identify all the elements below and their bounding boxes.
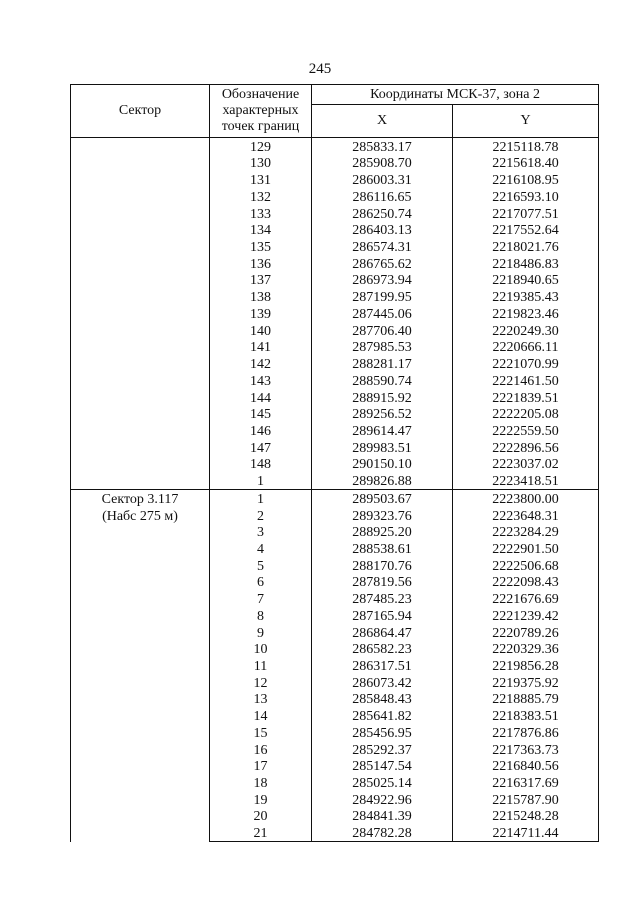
y-coordinate-cell: 2222205.08	[453, 406, 599, 423]
y-coordinate-cell: 2221676.69	[453, 590, 599, 607]
x-coordinate-cell: 287706.40	[312, 322, 453, 339]
y-coordinate-cell: 2220249.30	[453, 322, 599, 339]
point-number-cell: 10	[210, 641, 312, 658]
point-number-cell: 13	[210, 691, 312, 708]
y-coordinate-cell: 2217077.51	[453, 205, 599, 222]
y-coordinate-cell: 2218383.51	[453, 707, 599, 724]
x-coordinate-cell: 289983.51	[312, 439, 453, 456]
point-number-cell: 9	[210, 624, 312, 641]
y-coordinate-cell: 2221239.42	[453, 607, 599, 624]
x-coordinate-cell: 284841.39	[312, 808, 453, 825]
y-coordinate-cell: 2220666.11	[453, 339, 599, 356]
point-number-cell: 145	[210, 406, 312, 423]
y-coordinate-cell: 2217876.86	[453, 724, 599, 741]
x-coordinate-cell: 288925.20	[312, 524, 453, 541]
point-number-cell: 141	[210, 339, 312, 356]
point-number-cell: 130	[210, 155, 312, 172]
y-column-header: Y	[453, 105, 599, 138]
point-number-cell: 129	[210, 138, 312, 155]
y-coordinate-cell: 2218486.83	[453, 255, 599, 272]
point-number-cell: 21	[210, 824, 312, 841]
point-number-cell: 8	[210, 607, 312, 624]
x-coordinate-cell: 287445.06	[312, 305, 453, 322]
x-coordinate-cell: 287985.53	[312, 339, 453, 356]
x-column-header: X	[312, 105, 453, 138]
y-coordinate-cell: 2214711.44	[453, 824, 599, 841]
point-number-cell: 132	[210, 188, 312, 205]
x-coordinate-cell: 285456.95	[312, 724, 453, 741]
point-number-cell: 146	[210, 422, 312, 439]
sector-label: Сектор 3.117	[101, 492, 179, 508]
x-coordinate-cell: 284922.96	[312, 791, 453, 808]
point-number-cell: 135	[210, 238, 312, 255]
y-coordinate-cell: 2218021.76	[453, 238, 599, 255]
point-number-cell: 138	[210, 288, 312, 305]
point-number-cell: 133	[210, 205, 312, 222]
x-coordinate-cell: 288915.92	[312, 389, 453, 406]
y-coordinate-cell: 2216108.95	[453, 171, 599, 188]
point-number-cell: 1	[210, 472, 312, 489]
y-coordinate-cell: 2223284.29	[453, 524, 599, 541]
coordinates-group-header: Координаты МСК-37, зона 2	[312, 85, 599, 105]
point-number-cell: 143	[210, 372, 312, 389]
x-coordinate-cell: 289503.67	[312, 490, 453, 507]
y-coordinate-cell: 2222896.56	[453, 439, 599, 456]
point-number-cell: 17	[210, 758, 312, 775]
point-number-cell: 139	[210, 305, 312, 322]
x-coordinate-cell: 284782.28	[312, 824, 453, 841]
x-coordinate-cell: 289826.88	[312, 472, 453, 489]
y-coordinate-cell: 2217552.64	[453, 222, 599, 239]
point-number-cell: 131	[210, 171, 312, 188]
point-number-cell: 20	[210, 808, 312, 825]
point-number-cell: 19	[210, 791, 312, 808]
x-coordinate-cell: 290150.10	[312, 456, 453, 473]
sector-label: (Набс 275 м)	[102, 509, 178, 525]
y-coordinate-cell: 2221839.51	[453, 389, 599, 406]
table-body	[71, 138, 599, 842]
x-coordinate-cell: 286116.65	[312, 188, 453, 205]
table-row	[71, 138, 599, 155]
point-number-cell: 2	[210, 507, 312, 524]
x-coordinate-cell: 285641.82	[312, 707, 453, 724]
x-coordinate-cell: 285025.14	[312, 774, 453, 791]
point-number-cell: 1	[210, 490, 312, 507]
point-number-cell: 4	[210, 540, 312, 557]
y-coordinate-cell: 2219823.46	[453, 305, 599, 322]
y-coordinate-cell: 2218885.79	[453, 691, 599, 708]
x-coordinate-cell: 286073.42	[312, 674, 453, 691]
x-coordinate-cell: 287199.95	[312, 288, 453, 305]
point-number-cell: 144	[210, 389, 312, 406]
x-coordinate-cell: 288590.74	[312, 372, 453, 389]
x-coordinate-cell: 286250.74	[312, 205, 453, 222]
y-coordinate-cell: 2222559.50	[453, 422, 599, 439]
points-header-line: Обозначение	[221, 87, 300, 102]
y-coordinate-cell: 2216840.56	[453, 758, 599, 775]
y-coordinate-cell: 2220329.36	[453, 641, 599, 658]
x-coordinate-cell: 286973.94	[312, 272, 453, 289]
sector-cell	[71, 138, 210, 490]
x-coordinate-cell: 287485.23	[312, 590, 453, 607]
point-number-cell: 12	[210, 674, 312, 691]
x-coordinate-cell: 286582.23	[312, 641, 453, 658]
x-coordinate-cell: 288538.61	[312, 540, 453, 557]
point-number-cell: 3	[210, 524, 312, 541]
point-number-cell: 148	[210, 456, 312, 473]
sector-column-header: Сектор	[71, 85, 210, 138]
table-row	[71, 490, 599, 507]
y-coordinate-cell: 2223418.51	[453, 472, 599, 489]
x-coordinate-cell: 285908.70	[312, 155, 453, 172]
y-coordinate-cell: 2220789.26	[453, 624, 599, 641]
page-number: 245	[308, 61, 332, 77]
y-coordinate-cell: 2222098.43	[453, 574, 599, 591]
point-number-cell: 7	[210, 590, 312, 607]
x-coordinate-cell: 287819.56	[312, 574, 453, 591]
point-number-cell: 142	[210, 355, 312, 372]
point-number-cell: 11	[210, 657, 312, 674]
point-number-cell: 5	[210, 557, 312, 574]
y-coordinate-cell: 2223800.00	[453, 490, 599, 507]
y-coordinate-cell: 2217363.73	[453, 741, 599, 758]
y-coordinate-cell: 2215787.90	[453, 791, 599, 808]
points-column-header	[210, 85, 312, 138]
point-number-cell: 147	[210, 439, 312, 456]
points-header-line: точек границ	[221, 119, 300, 134]
x-coordinate-cell: 286317.51	[312, 657, 453, 674]
y-coordinate-cell: 2221070.99	[453, 355, 599, 372]
point-number-cell: 18	[210, 774, 312, 791]
y-coordinate-cell: 2219375.92	[453, 674, 599, 691]
sector-cell	[71, 490, 210, 842]
point-number-cell: 137	[210, 272, 312, 289]
x-coordinate-cell: 286765.62	[312, 255, 453, 272]
point-number-cell: 140	[210, 322, 312, 339]
y-coordinate-cell: 2222901.50	[453, 540, 599, 557]
y-coordinate-cell: 2223037.02	[453, 456, 599, 473]
y-coordinate-cell: 2216593.10	[453, 188, 599, 205]
points-header-line: характерных	[222, 103, 299, 118]
x-coordinate-cell: 286003.31	[312, 171, 453, 188]
point-number-cell: 15	[210, 724, 312, 741]
y-coordinate-cell: 2222506.68	[453, 557, 599, 574]
y-coordinate-cell: 2218940.65	[453, 272, 599, 289]
point-number-cell: 14	[210, 707, 312, 724]
x-coordinate-cell: 285292.37	[312, 741, 453, 758]
point-number-cell: 136	[210, 255, 312, 272]
point-number-cell: 16	[210, 741, 312, 758]
x-coordinate-cell: 289323.76	[312, 507, 453, 524]
x-coordinate-cell: 286574.31	[312, 238, 453, 255]
x-coordinate-cell: 287165.94	[312, 607, 453, 624]
x-coordinate-cell: 288281.17	[312, 355, 453, 372]
point-number-cell: 6	[210, 574, 312, 591]
x-coordinate-cell: 285833.17	[312, 138, 453, 155]
coordinates-table	[70, 84, 599, 842]
x-coordinate-cell: 289256.52	[312, 406, 453, 423]
x-coordinate-cell: 288170.76	[312, 557, 453, 574]
x-coordinate-cell: 285147.54	[312, 758, 453, 775]
table-header	[71, 85, 599, 138]
x-coordinate-cell: 289614.47	[312, 422, 453, 439]
y-coordinate-cell: 2223648.31	[453, 507, 599, 524]
y-coordinate-cell: 2215618.40	[453, 155, 599, 172]
y-coordinate-cell: 2219385.43	[453, 288, 599, 305]
point-number-cell: 134	[210, 222, 312, 239]
y-coordinate-cell: 2216317.69	[453, 774, 599, 791]
x-coordinate-cell: 286864.47	[312, 624, 453, 641]
y-coordinate-cell: 2215118.78	[453, 138, 599, 155]
x-coordinate-cell: 285848.43	[312, 691, 453, 708]
x-coordinate-cell: 286403.13	[312, 222, 453, 239]
y-coordinate-cell: 2221461.50	[453, 372, 599, 389]
y-coordinate-cell: 2219856.28	[453, 657, 599, 674]
y-coordinate-cell: 2215248.28	[453, 808, 599, 825]
